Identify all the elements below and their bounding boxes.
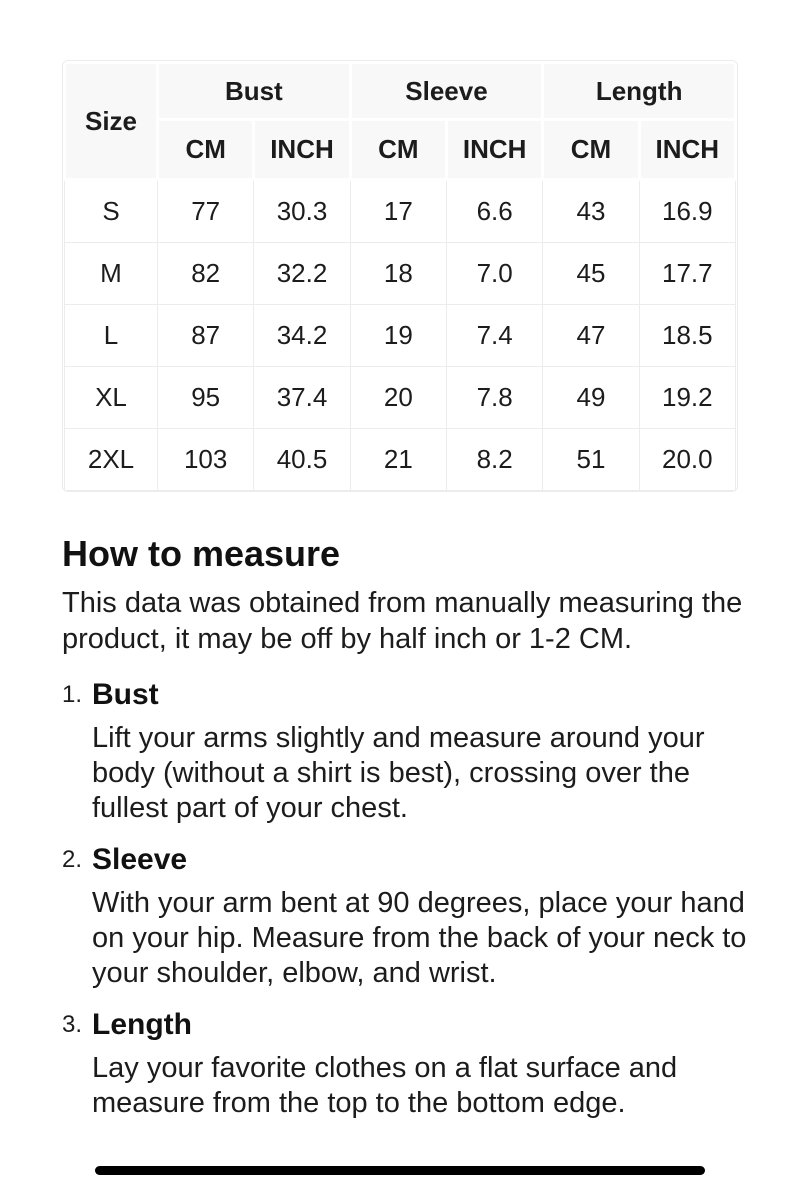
length-group-header: Length — [543, 63, 736, 120]
table-row-m — [65, 243, 736, 305]
size-chart-cell: 21 — [350, 429, 446, 491]
step-description: Lay your favorite clothes on a flat surface and measure from the top to the bottom edge. — [92, 1052, 678, 1119]
measure-step-length — [62, 1007, 738, 1121]
size-cell: XL — [65, 367, 158, 429]
size-chart-cell: 49 — [543, 367, 639, 429]
table-row-2xl — [65, 429, 736, 491]
size-chart-cell: 19.2 — [639, 367, 735, 429]
length-inch-header: INCH — [639, 120, 735, 180]
measure-steps-list — [62, 677, 747, 1121]
step-description: Lift your arms slightly and measure around your body (without a shirt is best), crossing over the fullest part of your chest. — [92, 722, 705, 824]
size-column-header: Size — [65, 63, 158, 180]
measure-step-sleeve — [62, 842, 747, 991]
measure-disclaimer-text: This data was obtained from manually measuring the product, it may be off by half inch or 1-2 CM. — [62, 587, 743, 655]
home-indicator-bar[interactable] — [95, 1166, 705, 1175]
size-chart-cell: 17 — [350, 180, 446, 243]
step-number: 3. — [62, 1011, 83, 1038]
table-row-s — [65, 180, 736, 243]
bust-cm-header: CM — [158, 120, 254, 180]
size-chart-cell: 43 — [543, 180, 639, 243]
how-to-measure-heading: How to measure — [62, 533, 341, 574]
size-chart-cell: 18.5 — [639, 305, 735, 367]
table-row-xl — [65, 367, 736, 429]
step-title: Bust — [92, 678, 159, 711]
size-chart-cell: 18 — [350, 243, 446, 305]
size-chart-cell: 7.0 — [446, 243, 542, 305]
size-chart-cell: 51 — [543, 429, 639, 491]
step-number: 2. — [62, 846, 83, 873]
size-chart-cell: 8.2 — [446, 429, 542, 491]
size-chart-cell: 30.3 — [254, 180, 350, 243]
size-chart-cell: 6.6 — [446, 180, 542, 243]
size-chart-cell: 7.4 — [446, 305, 542, 367]
step-description: With your arm bent at 90 degrees, place your hand on your hip. Measure from the back of your neck to your shoulder, elbow, and wrist. — [92, 887, 747, 989]
size-chart-cell: 45 — [543, 243, 639, 305]
size-cell: 2XL — [65, 429, 158, 491]
step-number: 1. — [62, 681, 83, 708]
sleeve-group-header: Sleeve — [350, 63, 543, 120]
length-cm-header: CM — [543, 120, 639, 180]
size-cell: M — [65, 243, 158, 305]
size-chart-cell: 103 — [158, 429, 254, 491]
size-chart-cell: 16.9 — [639, 180, 735, 243]
size-chart-cell: 82 — [158, 243, 254, 305]
size-cell: S — [65, 180, 158, 243]
size-chart-table — [62, 60, 738, 492]
size-chart-cell: 32.2 — [254, 243, 350, 305]
size-cell: L — [65, 305, 158, 367]
size-chart-cell: 87 — [158, 305, 254, 367]
size-chart-cell: 37.4 — [254, 367, 350, 429]
size-chart-cell: 20.0 — [639, 429, 735, 491]
size-chart-cell: 20 — [350, 367, 446, 429]
step-title: Length — [92, 1008, 192, 1041]
size-chart-cell: 34.2 — [254, 305, 350, 367]
size-chart-cell: 77 — [158, 180, 254, 243]
size-chart-cell: 17.7 — [639, 243, 735, 305]
size-chart-cell: 47 — [543, 305, 639, 367]
size-chart-cell: 7.8 — [446, 367, 542, 429]
size-chart-cell: 40.5 — [254, 429, 350, 491]
step-title: Sleeve — [92, 843, 188, 876]
bust-inch-header: INCH — [254, 120, 350, 180]
measure-step-bust — [62, 677, 738, 826]
sleeve-inch-header: INCH — [446, 120, 542, 180]
sleeve-cm-header: CM — [350, 120, 446, 180]
size-chart-cell: 19 — [350, 305, 446, 367]
size-chart-cell: 95 — [158, 367, 254, 429]
bust-group-header: Bust — [158, 63, 351, 120]
table-row-l — [65, 305, 736, 367]
